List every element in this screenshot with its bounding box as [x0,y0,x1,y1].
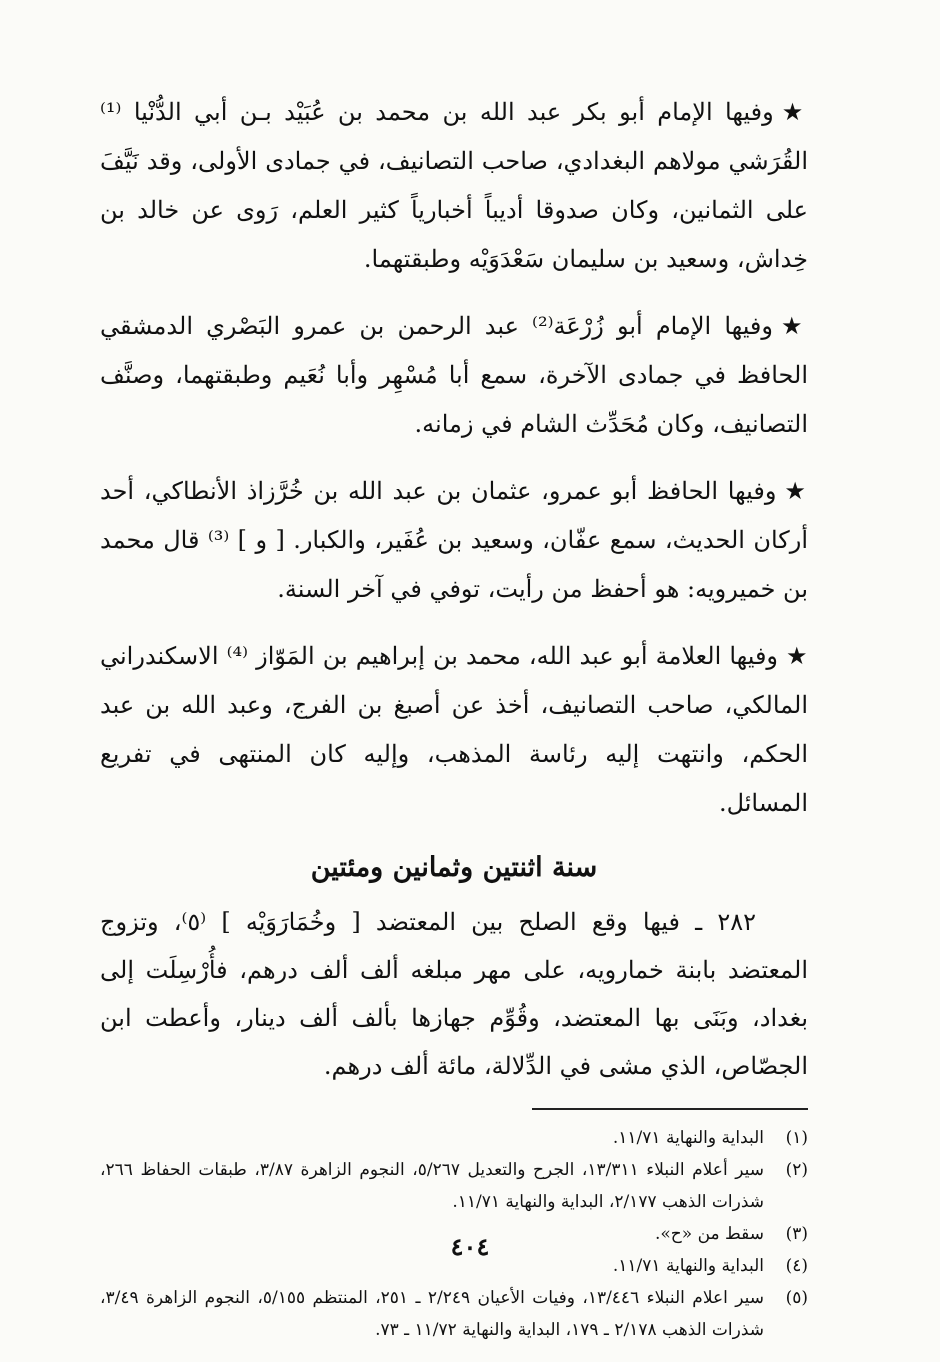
entry-text: وفيها الإمام أبو زُرْعَة⁽²⁾ عبد الرحمن بن عمرو البَصْري الدمشقي الحافظ في جمادى الآخرة، سمع أبا مُسْهِر وأبا نُعَيم وطبقتهما، وصنَّف التصانيف، وكان مُحَدِّث الشام في زمانه. [100,312,808,438]
entry-text: وفيها العلامة أبو عبد الله، محمد بن إبراهيم بن المَوّاز ⁽⁴⁾ الاسكندراني المالكي، صاحب التصانيف، أخذ عن أصبغ بن الفرج، وعبد الله بن عبد الحكم، وانتهت إليه رئاسة المذهب، وإليه كان المنتهى في تفريع المسائل. [100,642,809,817]
footnote-number: (٥) [785,1288,808,1308]
footnote-divider [532,1108,808,1110]
entry-uthman-ibn-khurrazad [100,467,808,614]
entry-abu-zura [100,302,808,449]
footnote-number: (٣) [785,1224,808,1244]
star-bullet: ★ [784,477,809,505]
footnote-text: البداية والنهاية ١١/٧١. [612,1256,764,1276]
entry-text: وفيها الإمام أبو بكر عبد الله بن محمد بن عُبَيْد بـن أبي الدُّنْيا ⁽¹⁾ القُرَشي مولاهم البغدادي، صاحب التصانيف، في جمادى الأولى، وقد نَيَّفَ على الثمانين، وكان صدوقا أديباً أخبارياً كثير العلم، رَوى عن خالد بن خِداش، وسعيد بن سليمان سَعْدَوَيْه وطبقتهما. [100,98,808,273]
year-heading: سنة اثنتين وثمانين ومئتين [310,852,598,883]
entry-ibn-abi-al-dunya [100,88,808,284]
footnote-text: سير أعلام النبلاء ١٣/٣١١، الجرح والتعديل ٥/٢٦٧، النجوم الزاهرة ٣/٨٧، طبقات الحفاظ ٢٦٦، شذرات الذهب ٢/١٧٧، البداية والنهاية ١١/٧١. [100,1160,764,1212]
footnote-2 [100,1154,808,1218]
footnote-1 [100,1122,808,1154]
footnote-number: (١) [785,1128,808,1148]
entry-ibn-al-mawwaz [100,632,808,828]
footnote-5 [100,1282,808,1346]
entry-text: وفيها الحافظ أبو عمرو، عثمان بن عبد الله بن خُرَّزاذ الأنطاكي، أحد أركان الحديث، سمع عفّان، وسعيد بن عُفَير، والكبار. [ و ] ⁽³⁾ قال محمد بن خميرويه: هو أحفظ من رأيت، توفي في آخر السنة. [100,477,808,603]
footnote-number: (٤) [785,1256,808,1276]
footnote-number: (٢) [785,1160,808,1180]
footnote-text: سقط من «ح». [654,1224,764,1244]
footnote-text: البداية والنهاية ١١/٧١. [612,1128,764,1148]
year-282-paragraph: ٢٨٢ ـ فيها وقع الصلح بين المعتضد [ وخُمَارَوَيْه ] ⁽٥⁾، وتزوج المعتضد بابنة خمارويه، على مهر مبلغه ألف ألف درهم، فأُرْسِلَت إلى بغداد، وبَنَى بها المعتضد، وقُوِّم جهازها بألف ألف دينار، وأعطت ابن الجصّاص، الذي مشى في الدِّلالة، مائة ألف درهم. [100,908,808,1080]
star-bullet: ★ [781,98,808,126]
star-bullet: ★ [786,642,809,670]
star-bullet: ★ [781,312,808,340]
footnote-text: سير اعلام النبلاء ١٣/٤٤٦، وفيات الأعيان ٢/٢٤٩ ـ ٢٥١، المنتظم ٥/١٥٥، النجوم الزاهرة ٣/٤٩، شذرات الذهب ٢/١٧٨ ـ ١٧٩، البداية والنهاية ١١/٧٢ ـ ٧٣. [100,1288,764,1340]
page-number: ٤٠٤ [450,1232,490,1261]
